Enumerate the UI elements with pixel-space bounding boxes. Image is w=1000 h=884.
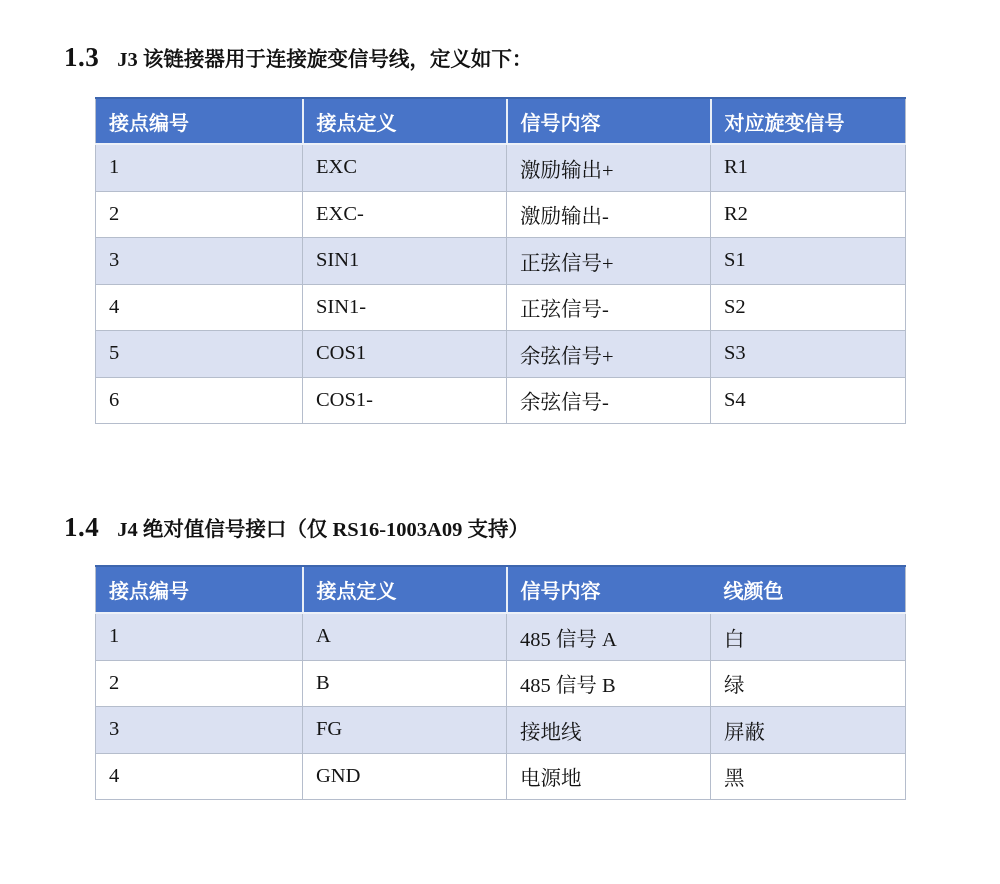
- table-header-row: [96, 566, 906, 613]
- table-cell: 1: [96, 613, 303, 660]
- table-cell: 3: [96, 707, 303, 754]
- table-cell: 正弦信号-: [507, 284, 711, 331]
- table-cell: SIN1-: [303, 284, 507, 331]
- table-cell: A: [303, 613, 507, 660]
- table-cell: 2: [96, 191, 303, 238]
- table-row: [96, 660, 906, 707]
- section-number: 1.4: [64, 512, 100, 542]
- table-cell: 485 信号 B: [507, 660, 711, 707]
- table-cell: 余弦信号-: [507, 377, 711, 424]
- table-cell: 电源地: [507, 753, 711, 800]
- table-cell: 激励输出-: [507, 191, 711, 238]
- section-heading-1-4: [64, 512, 529, 543]
- table-cell: 接地线: [507, 707, 711, 754]
- table-cell: GND: [303, 753, 507, 800]
- table-row: [96, 613, 906, 660]
- table-cell: 1: [96, 144, 303, 191]
- section-number: 1.3: [64, 42, 100, 72]
- table-cell: R2: [711, 191, 906, 238]
- j4-pin-table: [95, 565, 906, 800]
- table-row: [96, 144, 906, 191]
- table-cell: 绿: [711, 660, 906, 707]
- table-cell: 2: [96, 660, 303, 707]
- table-row: [96, 707, 906, 754]
- table-row: [96, 753, 906, 800]
- section-heading-1-3: [64, 42, 532, 73]
- table-cell: 白: [711, 613, 906, 660]
- table-cell: S2: [711, 284, 906, 331]
- column-header-signal-content: 信号内容: [507, 98, 711, 144]
- table-cell: 屏蔽: [711, 707, 906, 754]
- table-cell: 485 信号 A: [507, 613, 711, 660]
- table-cell: COS1: [303, 331, 507, 378]
- table-cell: 4: [96, 753, 303, 800]
- table-row: [96, 377, 906, 424]
- column-header-wire-color: 线颜色: [711, 566, 906, 613]
- table-cell: COS1-: [303, 377, 507, 424]
- column-header-pin-definition: 接点定义: [303, 566, 507, 613]
- column-header-signal-content: 信号内容: [507, 566, 711, 613]
- table-cell: EXC-: [303, 191, 507, 238]
- section-title: J3 该链接器用于连接旋变信号线，定义如下：: [117, 49, 533, 71]
- table-cell: EXC: [303, 144, 507, 191]
- table-cell: 激励输出+: [507, 144, 711, 191]
- table-cell: SIN1: [303, 238, 507, 285]
- table-cell: 4: [96, 284, 303, 331]
- table-row: [96, 238, 906, 285]
- table-cell: 正弦信号+: [507, 238, 711, 285]
- table-row: [96, 191, 906, 238]
- table-cell: 黑: [711, 753, 906, 800]
- table-cell: 6: [96, 377, 303, 424]
- table-cell: S4: [711, 377, 906, 424]
- table-cell: S1: [711, 238, 906, 285]
- table-cell: B: [303, 660, 507, 707]
- column-header-pin-number: 接点编号: [96, 566, 303, 613]
- column-header-resolver-signal: 对应旋变信号: [711, 98, 906, 144]
- j3-pin-table: [95, 97, 906, 424]
- column-header-pin-number: 接点编号: [96, 98, 303, 144]
- table-cell: 5: [96, 331, 303, 378]
- table-row: [96, 331, 906, 378]
- table-cell: R1: [711, 144, 906, 191]
- table-cell: 3: [96, 238, 303, 285]
- table-header-row: [96, 98, 906, 144]
- section-title: J4 绝对值信号接口（仅 RS16-1003A09 支持）: [117, 519, 529, 541]
- column-header-pin-definition: 接点定义: [303, 98, 507, 144]
- table-cell: 余弦信号+: [507, 331, 711, 378]
- table-row: [96, 284, 906, 331]
- table-cell: S3: [711, 331, 906, 378]
- table-cell: FG: [303, 707, 507, 754]
